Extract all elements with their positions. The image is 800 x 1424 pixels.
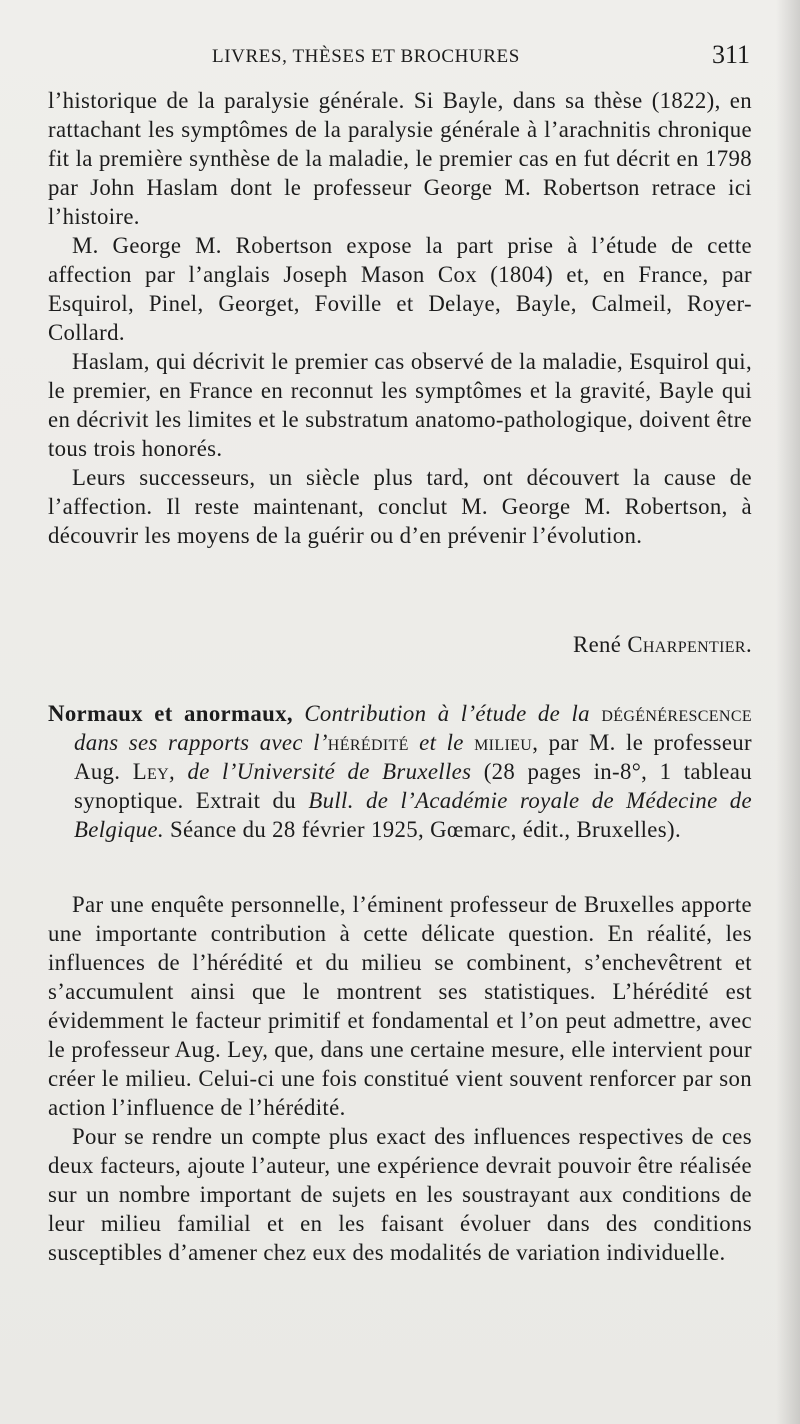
- paragraph: Haslam, qui décrivit le premier cas observé de la maladie, Esquirol qui, le premier, en France en reconnut les symptômes et la gravité, Bayle qui en décrivit les limites et le substratum anatomo-pathologique, doivent être tous trois honorés.: [48, 349, 752, 461]
- page-edge-shadow: [776, 0, 800, 1424]
- running-head: [212, 40, 750, 72]
- ref-title-smallcaps-2: hérédité: [327, 730, 409, 755]
- page-number: 311: [711, 40, 750, 69]
- review-body-1: [48, 86, 752, 550]
- paragraph: Leurs successeurs, un siècle plus tard, ont découvert la cause de l’affection. Il reste maintenant, conclut M. George M. Robertson, à découvrir les moyens de la guérir ou d’en prévenir l’évolution.: [48, 465, 752, 548]
- ref-title-italic-2: dans ses rapports avec l’: [74, 730, 328, 755]
- paragraph: Par une enquête personnelle, l’éminent professeur de Bruxelles apporte une importante contribution à cette délicate question. En réalité, les influences de l’hérédité et du milieu se combinent, s’enchevêtrent et s’accumulent ainsi que le montrent ses statistiques. L’hérédité est évidemment le facteur primitif et fondamental et l’on peut admettre, avec le professeur Aug. Ley, que, dans une certaine mesure, elle intervient pour créer le milieu. Celui-ci une fois constitué vient souvent renforcer par son action l’influence de l’hérédité.: [48, 892, 752, 1120]
- paragraph: M. George M. Robertson expose la part prise à l’étude de cette affection par l’anglais Joseph Mason Cox (1804) et, en France, par Esquirol, Pinel, Georget, Foville et Delaye, Bayle, Calmeil, Royer-Collard.: [48, 233, 752, 345]
- ref-title-bold: Normaux et anormaux,: [48, 701, 293, 726]
- ref-affiliation: , de l’Université de Bruxelles: [169, 759, 472, 784]
- bibliographic-reference: [48, 699, 752, 844]
- ref-title-smallcaps-3: milieu: [474, 730, 533, 755]
- signature-first-name: René: [573, 632, 622, 657]
- ref-author: Ley: [132, 759, 170, 784]
- ref-session: Séance du 28 février 1925, Gœmarc, édit., Bruxelles).: [169, 817, 681, 842]
- running-title: LIVRES, THÈSES ET BROCHURES: [212, 46, 520, 67]
- ref-journal: Bull. de l’Académie royale de Médecine de Belgique.: [74, 788, 752, 842]
- signature-last-name: Charpentier.: [627, 632, 752, 657]
- ref-title-italic-3: et le: [419, 730, 464, 755]
- ref-title-italic-1: Contribution à l’étude de la: [304, 701, 590, 726]
- ref-title-smallcaps-1: dégénérescence: [601, 701, 752, 726]
- review-body-2: [48, 890, 752, 1267]
- reviewer-signature: [573, 632, 752, 658]
- ref-by: , par M. le professeur Aug.: [74, 730, 752, 784]
- paragraph: Pour se rendre un compte plus exact des influences respectives de ces deux facteurs, ajoute l’auteur, une expérience devrait pouvoir être réalisée sur un nombre important de sujets en les soustrayant aux conditions de leur milieu familial et en les faisant évoluer dans des conditions susceptibles d’amener chez eux des modalités de variation individuelle.: [48, 1124, 752, 1265]
- paragraph: l’historique de la paralysie générale. Si Bayle, dans sa thèse (1822), en rattachant les symptômes de la paralysie générale à l’arachnitis chronique fit la première synthèse de la maladie, le premier cas en fut décrit en 1798 par John Haslam dont le professeur George M. Robertson retrace ici l’histoire.: [48, 88, 752, 229]
- ref-details: (28 pages in-8°, 1 tableau synoptique. Extrait du: [74, 759, 752, 813]
